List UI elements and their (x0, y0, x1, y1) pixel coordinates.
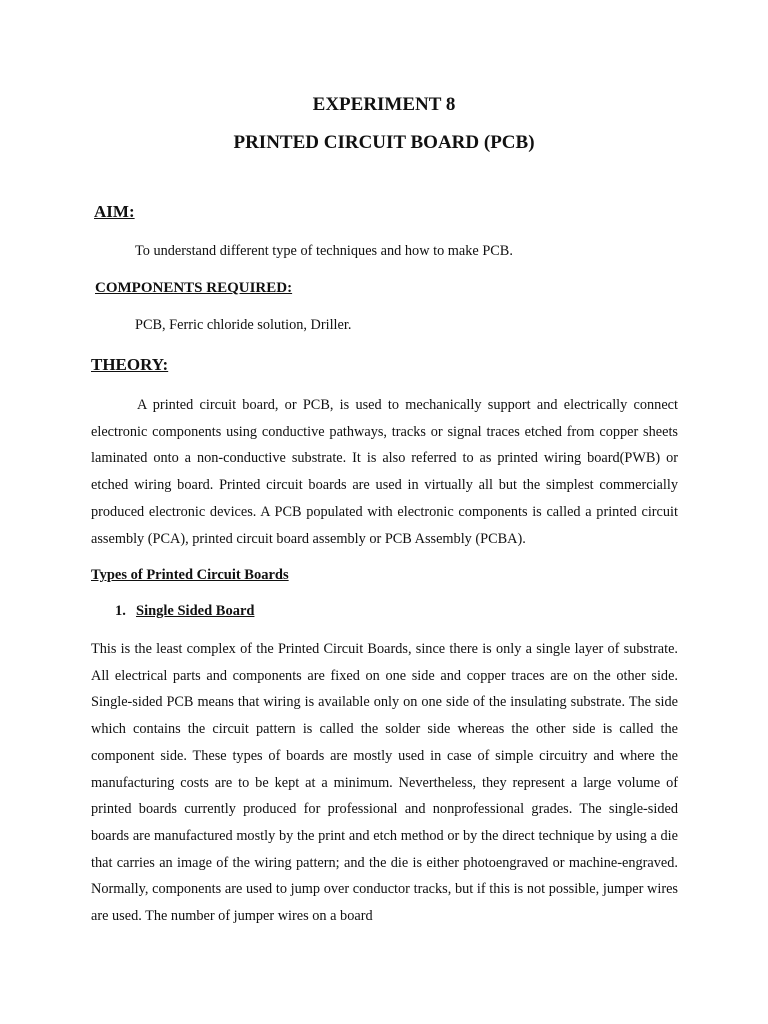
aim-heading: AIM: (94, 202, 135, 221)
single-sided-paragraph: This is the least complex of the Printed Circuit Boards, since there is only a single layer of substrate. All electrical parts and components are fixed on one side and copper traces are on the other side. Single-sided PCB means that wiring is available only on one side of the insulating substrate. The side which contains the circuit pattern is called the solder side whereas the other side is called the component side. These types of boards are mostly used in case of simple circuitry and where the manufacturing costs are to be kept at a minimum. Nevertheless, they represent a large volume of printed boards currently produced for professional and nonprofessional grades. The single-sided boards are manufactured mostly by the print and etch method or by the direct technique by using a die that carries an image of the wiring pattern; and the die is either photoengraved or machine-engraved. Normally, components are used to jump over conductor tracks, but if this is not possible, jumper wires are used. The number of jumper wires on a board (91, 641, 678, 925)
components-text: PCB, Ferric chloride solution, Driller. (135, 317, 352, 333)
list-item-single-sided (115, 603, 254, 620)
theory-heading: THEORY: (91, 355, 169, 374)
types-heading: Types of Printed Circuit Boards (91, 567, 289, 583)
list-item-label: Single Sided Board (136, 603, 255, 619)
document-subtitle: PRINTED CIRCUIT BOARD (PCB) (233, 132, 535, 153)
components-heading: COMPONENTS REQUIRED: (95, 280, 293, 296)
aim-text: To understand different type of techniques and how to make PCB. (135, 243, 513, 259)
theory-paragraph: A printed circuit board, or PCB, is used to mechanically support and electrically connect electronic components using conductive pathways, tracks or signal traces etched from copper sheets laminated onto a non-conductive substrate. It is also referred to as printed wiring board(PWB) or etched wiring board. Printed circuit boards are used in virtually all but the simplest commercially produced electronic devices. A PCB populated with electronic components is called a printed circuit assembly (PCA), printed circuit board assembly or PCB Assembly (PCBA). (91, 397, 678, 547)
experiment-title: EXPERIMENT 8 (312, 94, 456, 115)
list-item-number: 1. (115, 603, 126, 619)
